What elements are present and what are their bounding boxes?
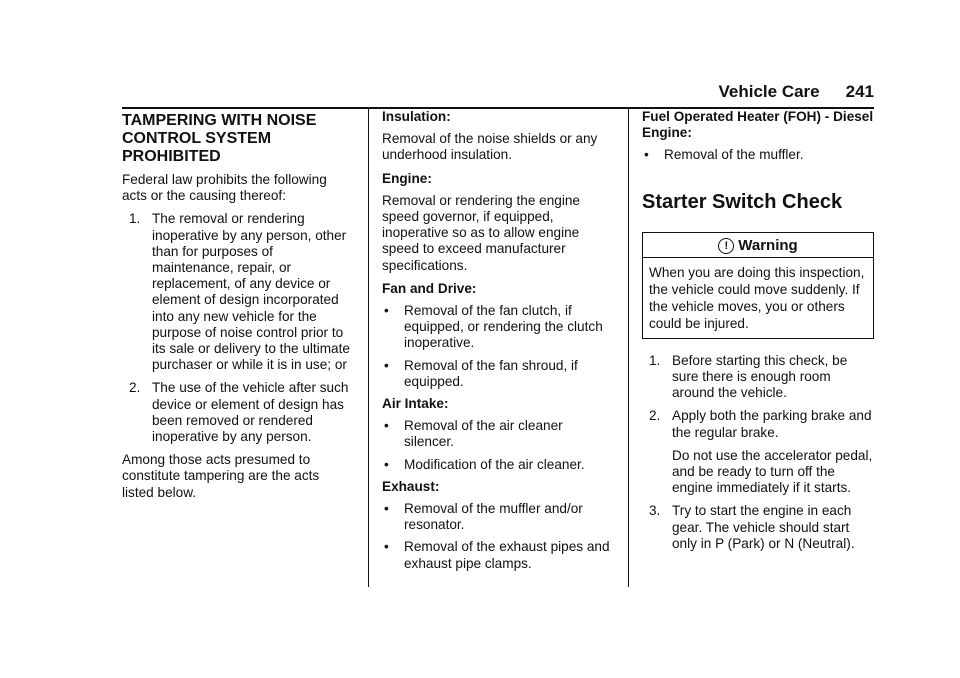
warning-title: Warning	[738, 236, 798, 254]
page-header	[122, 82, 874, 106]
section-name: Vehicle Care	[718, 82, 820, 101]
column-3	[642, 109, 874, 559]
list-item: 2. Apply both the parking brake and the regular brake. Do not use the accelerator pedal, and be ready to turn off the engine immediately if it starts.	[649, 408, 873, 496]
subheading-engine: Engine:	[382, 170, 432, 186]
warning-box	[642, 232, 874, 339]
starter-check-steps	[642, 353, 874, 552]
column-divider	[368, 109, 369, 587]
list-item: 1. The removal or rendering inoperative by any person, other than for purposes of maintenance, repair, or replacement, of any device or element of design incorporated into any new vehicle for the purpose of noise control prior to its sale or delivery to the ultimate purchaser or while it is in use; or	[129, 211, 350, 373]
insulation-text: Removal of the noise shields or any underhood insulation.	[382, 131, 598, 163]
list-item: • Removal of the exhaust pipes and exhaust pipe clamps.	[384, 539, 610, 571]
subheading-fan-drive: Fan and Drive:	[382, 280, 477, 296]
list-item: • Removal of the fan shroud, if equipped.	[384, 357, 578, 389]
column-2	[382, 109, 614, 578]
list-item: • Removal of the muffler and/or resonator.	[384, 501, 583, 533]
list-item: 2. The use of the vehicle after such device or element of design has been removed or rendered inoperative by any person.	[129, 380, 349, 445]
running-head	[719, 82, 875, 102]
prohibited-acts-list	[122, 211, 354, 445]
list-item: • Removal of the air cleaner silencer.	[384, 418, 563, 450]
warning-header	[643, 233, 873, 258]
subheading-air-intake: Air Intake:	[382, 396, 449, 412]
list-item: • Removal of the fan clutch, if equipped, or rendering the clutch inoperative.	[384, 303, 603, 351]
list-item: 1. Before starting this check, be sure there is enough room around the vehicle.	[649, 352, 848, 401]
step-continuation: Do not use the accelerator pedal, and be ready to turn off the engine immediately if it starts.	[672, 447, 873, 496]
section-title-starter-switch-check: Starter Switch Check	[642, 190, 843, 213]
column-1	[122, 109, 354, 508]
subheading-exhaust: Exhaust:	[382, 478, 440, 494]
subheading-foh: Fuel Operated Heater (FOH) - Diesel Engine:	[642, 109, 874, 141]
subheading-insulation: Insulation:	[382, 109, 451, 124]
list-item: • Modification of the air cleaner.	[384, 456, 585, 472]
engine-text: Removal or rendering the engine speed governor, if equipped, inoperative so as to allow engine speed to exceed manufacturer specifications.	[382, 192, 580, 273]
list-item: 3. Try to start the engine in each gear. The vehicle should start only in P (Park) or N (Neutral).	[649, 503, 855, 551]
warning-icon: !	[718, 238, 734, 254]
list-item: • Removal of the muffler.	[644, 147, 804, 163]
column-divider	[628, 109, 629, 587]
warning-text: When you are doing this inspection, the vehicle could move suddenly. If the vehicle moves, you or others could be injured.	[649, 264, 865, 331]
intro-paragraph: Federal law prohibits the following acts or the causing thereof:	[122, 172, 327, 204]
closing-paragraph: Among those acts presumed to constitute tampering are the acts listed below.	[122, 452, 320, 500]
section-heading-tampering: TAMPERING WITH NOISE CONTROL SYSTEM PROHIBITED	[122, 112, 317, 165]
page-number: 241	[845, 82, 874, 101]
